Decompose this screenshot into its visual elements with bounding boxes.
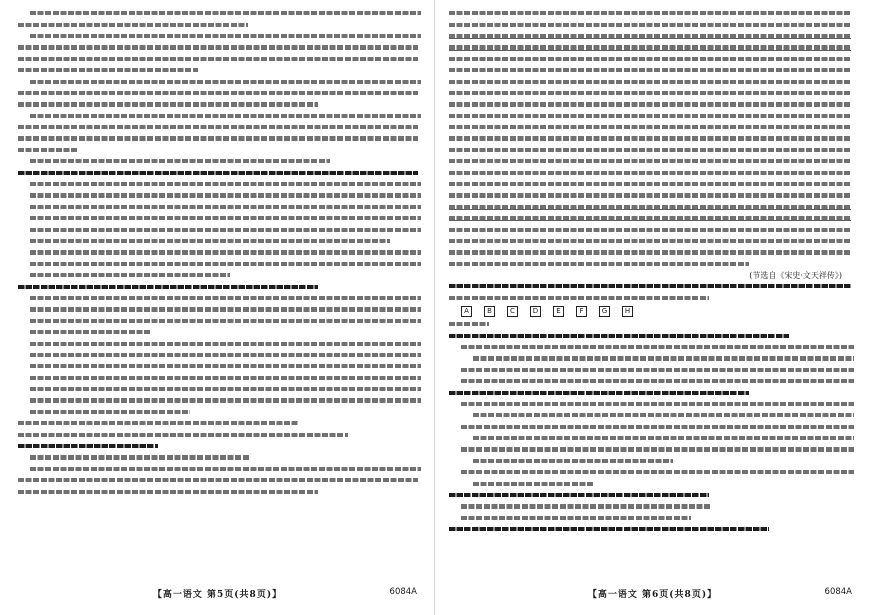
source-note: (节选自《宋史·文天祥传》): [749, 270, 842, 280]
text-line: [18, 338, 421, 349]
text-line: [18, 190, 421, 201]
text-line: [449, 54, 854, 65]
text-line: [18, 236, 421, 247]
text-line: [449, 213, 854, 224]
text-line: [449, 513, 854, 524]
text-line: [449, 167, 854, 178]
text-line: [449, 224, 854, 235]
text-line: [18, 247, 421, 258]
text-line: [18, 452, 421, 463]
text-line: [449, 202, 854, 213]
answer-box: D: [530, 306, 541, 317]
text-line: [18, 407, 421, 418]
text-line: [18, 373, 421, 384]
page-footer: [435, 587, 870, 601]
text-line: [18, 293, 421, 304]
text-line: [449, 376, 854, 387]
text-line: [18, 54, 421, 65]
text-line: [18, 475, 421, 486]
text-line: [18, 327, 421, 338]
text-line: [18, 167, 421, 178]
text-line: [18, 88, 421, 99]
text-line: [449, 111, 854, 122]
footer-page-label: 【高一语文 第5页(共8页)】: [152, 590, 283, 600]
text-line: [18, 304, 421, 315]
answer-box: G: [599, 306, 610, 317]
text-line: [18, 122, 421, 133]
answer-box: E: [553, 306, 564, 317]
answer-box: H: [622, 306, 633, 317]
text-line: [449, 156, 854, 167]
text-line: [449, 65, 854, 76]
text-line: [18, 76, 421, 87]
text-line: [18, 99, 421, 110]
text-line: [449, 281, 854, 292]
text-line: [449, 501, 854, 512]
text-line: [18, 65, 421, 76]
text-line: [18, 429, 421, 440]
answer-box: F: [576, 306, 587, 317]
text-line: [449, 133, 854, 144]
page-footer: [0, 587, 435, 601]
text-line: [449, 387, 854, 398]
text-line: [18, 259, 421, 270]
text-line: [18, 418, 421, 429]
text-line: [449, 399, 854, 410]
text-line: [18, 133, 421, 144]
text-line: [18, 316, 421, 327]
text-line: [18, 42, 421, 53]
footer-code: 6084A: [824, 587, 852, 597]
text-line: [449, 247, 854, 258]
text-line: [18, 202, 421, 213]
text-line: [18, 19, 421, 30]
text-line: [449, 478, 854, 489]
text-line: [18, 350, 421, 361]
segmentation-boxes: [461, 306, 854, 317]
text-line: [449, 42, 854, 53]
text-line: [18, 464, 421, 475]
text-line: [18, 281, 421, 292]
text-line: [449, 179, 854, 190]
text-line: [449, 190, 854, 201]
text-line: [449, 292, 854, 303]
text-line: [449, 31, 854, 42]
text-line: [449, 410, 854, 421]
text-line: [449, 259, 854, 270]
exam-page-right: [435, 0, 870, 615]
text-line: [18, 8, 421, 19]
footer-page-label: 【高一语文 第6页(共8页)】: [587, 590, 718, 600]
text-line: [449, 319, 854, 330]
text-line: [449, 145, 854, 156]
text-line: [449, 99, 854, 110]
text-line: [449, 353, 854, 364]
text-line: [449, 421, 854, 432]
text-line: [18, 213, 421, 224]
footer-code: 6084A: [389, 587, 417, 597]
text-line: [449, 342, 854, 353]
text-line: [449, 365, 854, 376]
text-line: [449, 8, 854, 19]
text-line: [18, 111, 421, 122]
text-line: [449, 467, 854, 478]
answer-box: B: [484, 306, 495, 317]
text-line: [18, 361, 421, 372]
text-line: [449, 122, 854, 133]
text-line: [18, 156, 421, 167]
text-line: [18, 145, 421, 156]
text-line: [449, 456, 854, 467]
text-line: [18, 224, 421, 235]
text-line: [449, 433, 854, 444]
text-line: [18, 31, 421, 42]
answer-box: C: [507, 306, 518, 317]
text-line: [18, 179, 421, 190]
text-line: [449, 490, 854, 501]
text-line: [449, 330, 854, 341]
text-line: [449, 236, 854, 247]
text-line: [449, 19, 854, 30]
text-line: [18, 441, 421, 452]
text-line: [18, 395, 421, 406]
text-line: [18, 486, 421, 497]
answer-box: A: [461, 306, 472, 317]
text-line: [18, 384, 421, 395]
text-line: [449, 524, 854, 535]
text-line: [449, 76, 854, 87]
text-line: [449, 88, 854, 99]
text-line: [449, 444, 854, 455]
text-line: [18, 270, 421, 281]
